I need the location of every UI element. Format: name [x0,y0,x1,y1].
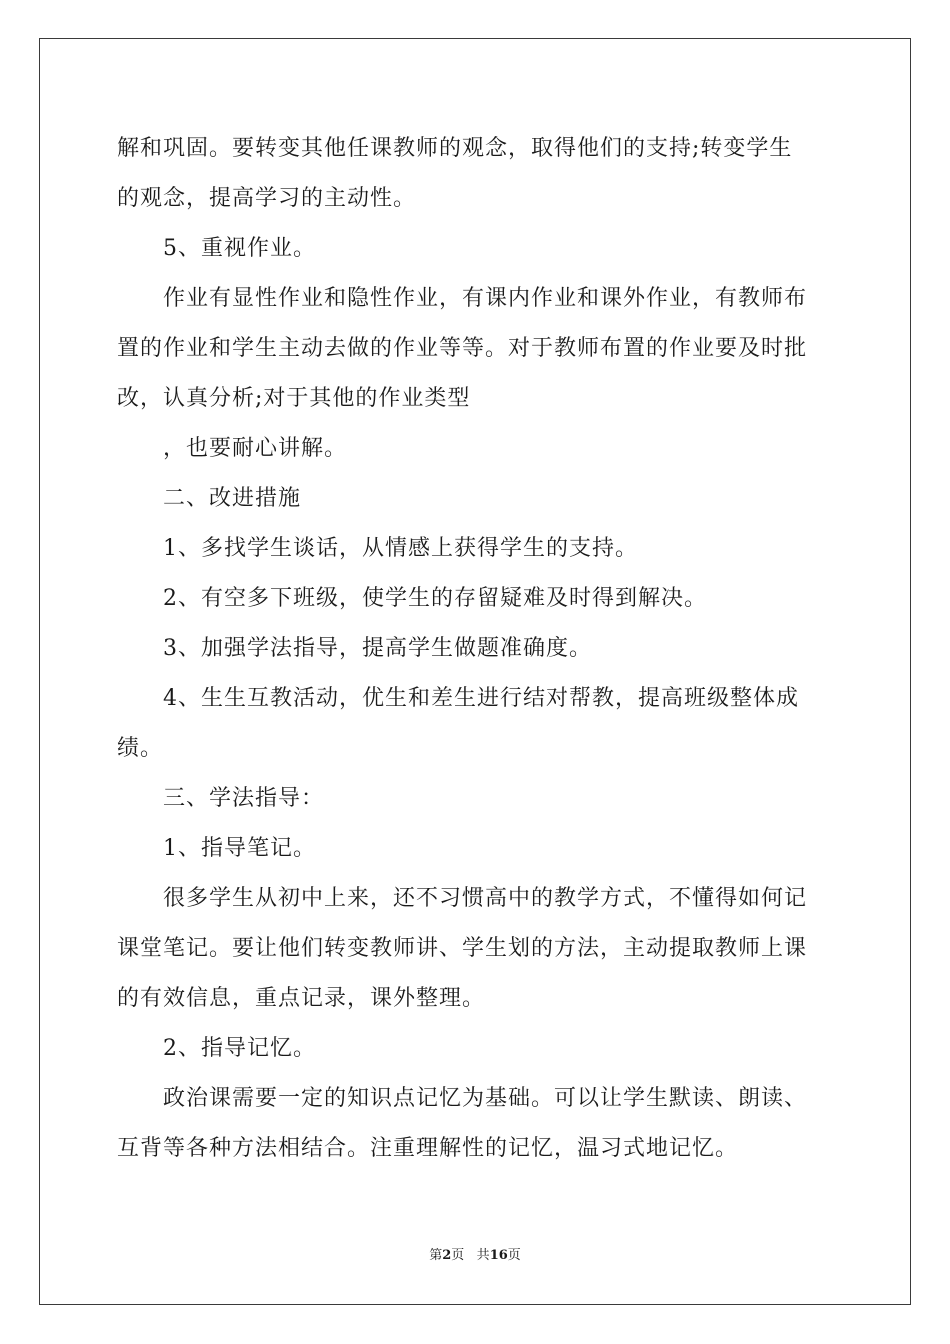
text-line: 绩。 [117,736,164,761]
text-line: 2、有空多下班级，使学生的存留疑难及时得到解决。 [163,586,707,611]
text-line: 课堂笔记。要让他们转变教师讲、学生划的方法，主动提取教师上课 [117,936,808,961]
text-line: 二、改进措施 [163,486,302,511]
text-line: 5、重视作业。 [163,236,316,261]
text-line: 改，认真分析;对于其他的作业类型 [117,386,471,411]
page-number: 2 [442,1248,452,1263]
text-line: 政治课需要一定的知识点记忆为基础。可以让学生默读、朗读、 [163,1086,808,1111]
text-line: 2、指导记忆。 [163,1036,316,1061]
document-body [117,124,837,1174]
text-line: 1、指导笔记。 [163,836,316,861]
text-line: 4、生生互教活动，优生和差生进行结对帮教，提高班级整体成 [163,686,799,711]
page-footer [0,1247,950,1265]
text-line: 的有效信息，重点记录，课外整理。 [117,986,486,1011]
total-suffix: 页 [507,1248,521,1263]
text-line: 3、加强学法指导，提高学生做题准确度。 [163,636,592,661]
text-line: 三、学法指导： [163,786,325,811]
total-pages: 16 [489,1248,508,1263]
text-line: 作业有显性作业和隐性作业，有课内作业和课外作业，有教师布 [163,286,808,311]
total-prefix: 共 [476,1248,490,1263]
footer-prefix: 第 [429,1248,443,1263]
text-line: 1、多找学生谈话，从情感上获得学生的支持。 [163,536,638,561]
text-line: 很多学生从初中上来，还不习惯高中的教学方式，不懂得如何记 [163,886,808,911]
text-line: ，也要耐心讲解。 [163,436,348,461]
text-line: 置的作业和学生主动去做的作业等等。对于教师布置的作业要及时批 [117,336,808,361]
text-line: 解和巩固。要转变其他任课教师的观念，取得他们的支持;转变学生 [117,136,793,161]
text-line: 互背等各种方法相结合。注重理解性的记忆，温习式地记忆。 [117,1136,739,1161]
page-suffix: 页 [451,1248,465,1263]
text-line: 的观念，提高学习的主动性。 [117,186,417,211]
